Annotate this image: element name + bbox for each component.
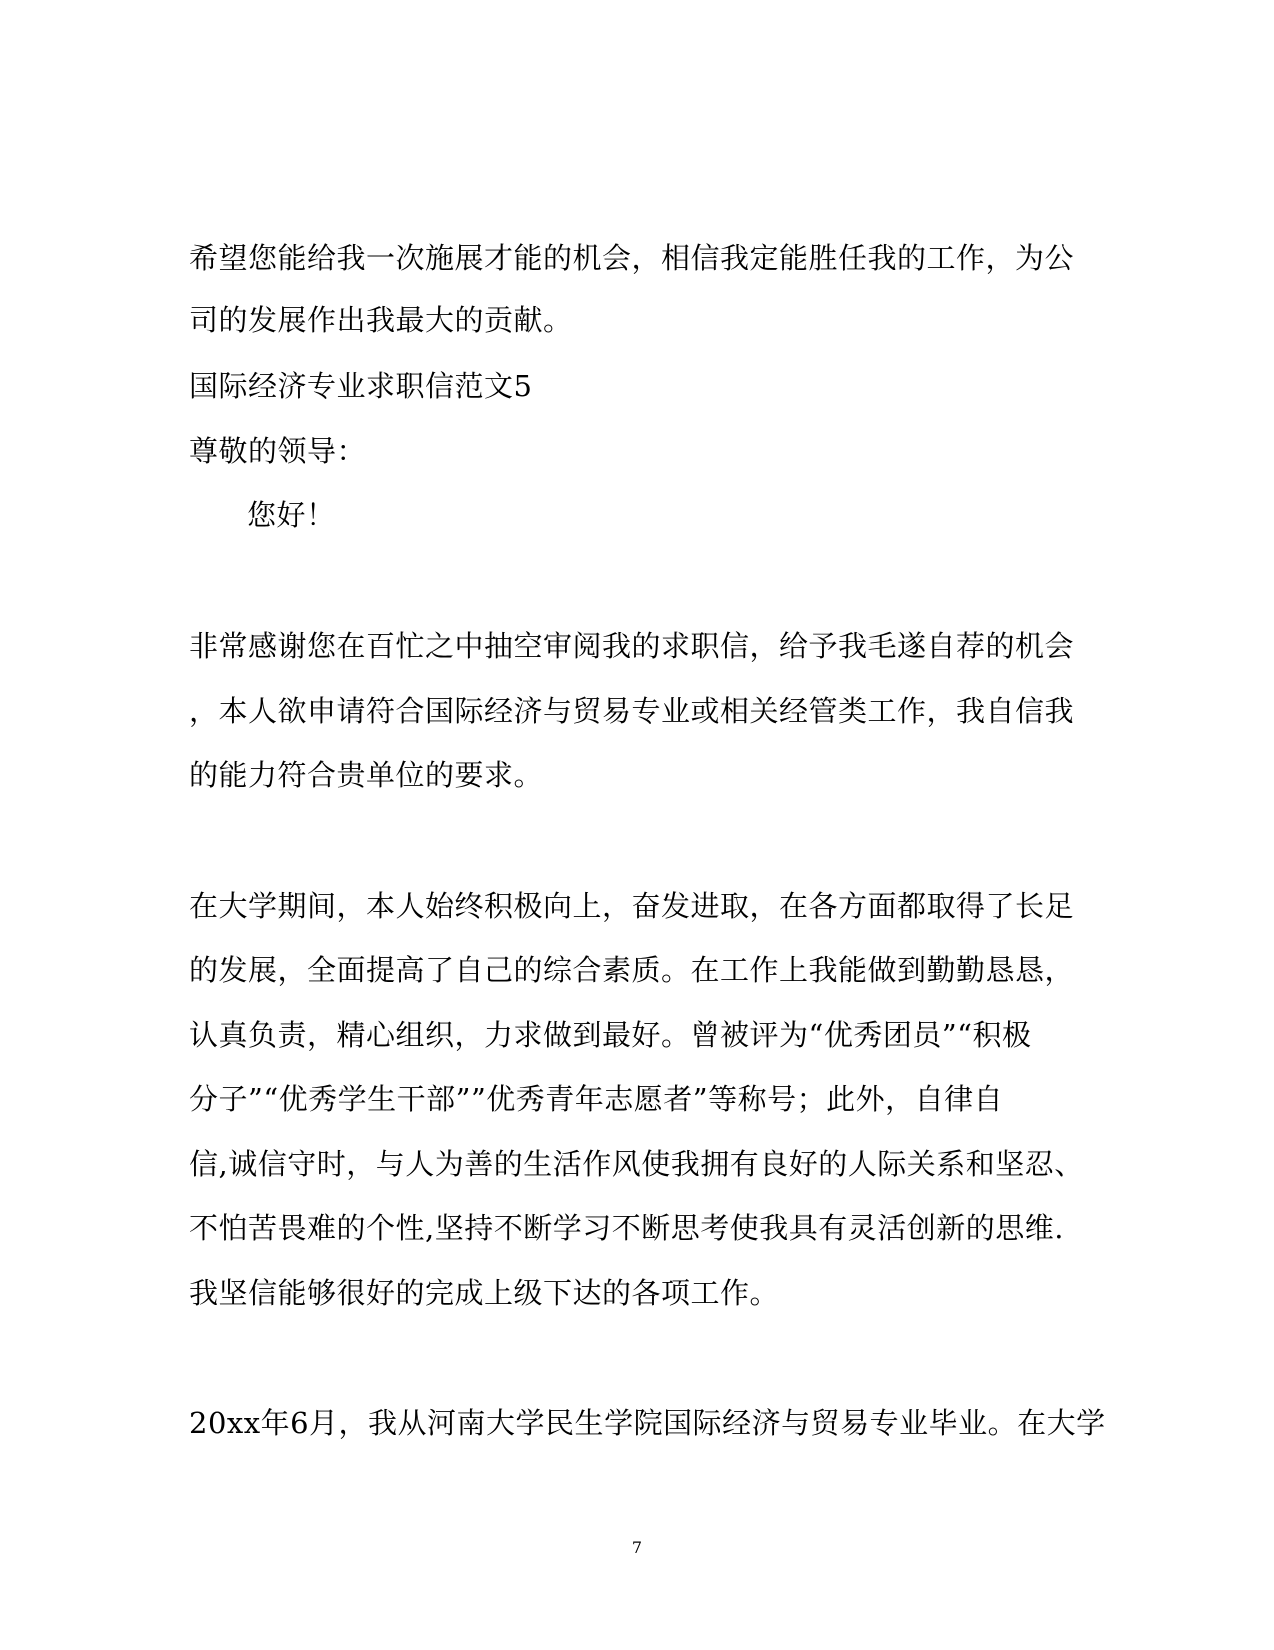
paragraph-line: 的能力符合贵单位的要求。 [189,758,544,792]
paragraph-line: 在大学期间，本人始终积极向上，奋发进取，在各方面都取得了长足 [189,889,1075,923]
paragraph-line: 的发展，全面提高了自己的综合素质。在工作上我能做到勤勤恳恳， [189,953,1075,987]
paragraph-line: 分子”“优秀学生干部””优秀青年志愿者”等称号；此外，自律自 [189,1082,1004,1116]
greeting: 您好！ [247,498,336,532]
paragraph-line: 司的发展作出我最大的贡献。 [189,303,573,337]
page-number: 7 [631,1538,643,1557]
paragraph-line: 信,诚信守时，与人为善的生活作风使我拥有良好的人际关系和坚忍、 [189,1147,1084,1181]
paragraph-line: 不怕苦畏难的个性,坚持不断学习不断思考使我具有灵活创新的思维. [189,1211,1064,1245]
paragraph-line: 认真负责，精心组织，力求做到最好。曾被评为“优秀团员”“积极 [189,1018,1032,1052]
paragraph-line: ，本人欲申请符合国际经济与贸易专业或相关经管类工作，我自信我 [189,694,1075,728]
paragraph-line: 希望您能给我一次施展才能的机会，相信我定能胜任我的工作，为公 [189,241,1075,275]
paragraph-line: 非常感谢您在百忙之中抽空审阅我的求职信，给予我毛遂自荐的机会 [189,629,1075,663]
paragraph-line: 我坚信能够很好的完成上级下达的各项工作。 [189,1276,780,1310]
paragraph-line: 20xx年6月，我从河南大学民生学院国际经济与贸易专业毕业。在大学 [189,1406,1106,1440]
section-title: 国际经济专业求职信范文5 [189,369,533,403]
salutation: 尊敬的领导： [189,434,367,468]
